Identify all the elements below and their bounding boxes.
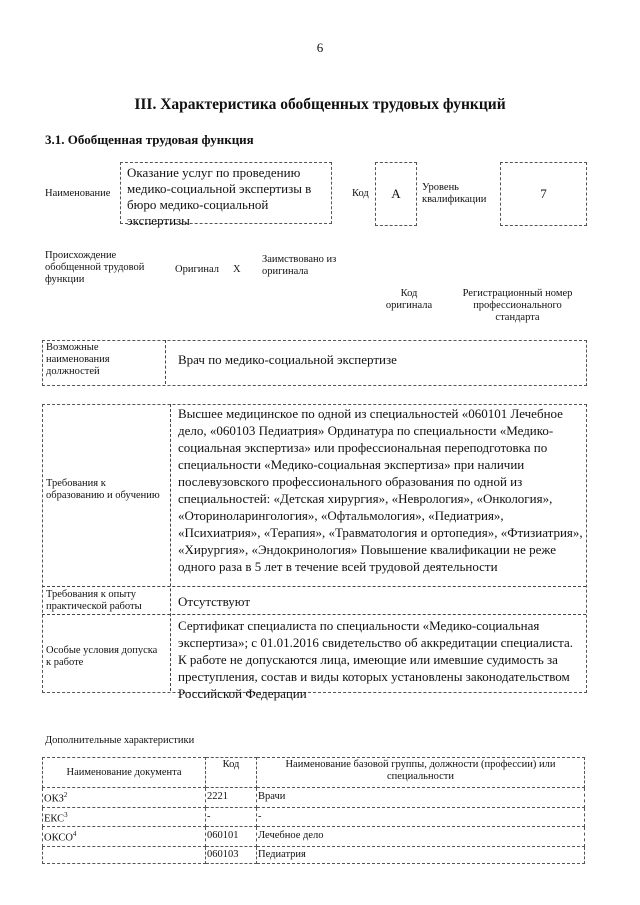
name-cell: Лечебное дело	[257, 827, 585, 847]
positions-label: Возможные наименования должностей	[46, 342, 110, 377]
education-value: Высшее медицинское по одной из специальностей «060101 Лечебное дело, «060103 Педиатрия» Ординатура по специальности «Медико-социальная экспертиза» или профессиональная переподготовка по специальности «Медико-социальная экспертиза» при наличии послевузовского профессионального образования по одной из специальностей: «Детская хирургия», «Неврология», «Онкология», «Оториноларингология», «Офтальмология», «Педиатрия», «Психиатрия», «Терапия», «Травматология и ортопедия», «Фтизиатрия», «Хирургия», «Эндокринология» Повышение квалификации не реже одного раза в 5 лет в течение всей трудовой деятельности	[178, 406, 583, 574]
reg-number-label: Регистрационный номер профессионального стандарта	[462, 288, 573, 323]
name-cell: -	[257, 807, 585, 827]
footnote: 2	[63, 791, 68, 799]
doc-cell: ЕКС	[44, 813, 65, 824]
table-row	[43, 788, 585, 808]
function-name-box	[120, 162, 332, 228]
table-row	[43, 827, 585, 847]
level-label: Уровень квалификации	[422, 182, 487, 205]
table-row	[43, 807, 585, 827]
code-cell: 060101	[206, 827, 257, 847]
special-conditions-label: Особые условия допуска к работе	[46, 645, 158, 668]
header-doc: Наименование документа	[43, 758, 206, 788]
additional-table	[42, 757, 585, 864]
original-label: Оригинал	[175, 264, 219, 275]
special-conditions-value: Сертификат специалиста по специальности «Медико-социальная экспертиза»; с 01.01.2016 свидетельство об аккредитации специалиста. К работе не допускаются лица, имеющие или имевшие судимость за преступления, состав и виды которых установлены законодательством Российской Федерации	[178, 618, 573, 701]
header-name: Наименование базовой группы, должности (профессии) или специальности	[257, 758, 585, 788]
original-code-label: Код оригинала	[385, 288, 433, 311]
education-label: Требования к образованию и обучению	[46, 478, 160, 501]
code-cell: 2221	[206, 788, 257, 808]
header-code: Код	[206, 758, 257, 788]
doc-cell: ОКЗ	[44, 793, 64, 805]
additional-title: Дополнительные характеристики	[45, 735, 195, 746]
code-cell: 060103	[206, 846, 257, 863]
origin-label: Происхождение обобщенной трудовой функции	[45, 250, 145, 285]
name-cell: Педиатрия	[257, 846, 585, 863]
table-header-row	[43, 758, 585, 788]
footnote: 4	[72, 830, 77, 838]
code-box	[375, 162, 417, 226]
table-row	[43, 846, 585, 863]
doc-cell: ОКСО	[44, 832, 73, 844]
name-label: Наименование	[45, 188, 111, 199]
positions-value: Врач по медико-социальной экспертизе	[178, 352, 397, 367]
level-box	[500, 162, 587, 226]
footnote: 3	[64, 810, 68, 819]
section-title: III. Характеристика обобщенных трудовых функций	[134, 96, 506, 113]
code-value: А	[391, 186, 401, 201]
original-mark: X	[233, 264, 241, 275]
subsection-title: 3.1. Обобщенная трудовая функция	[45, 132, 254, 147]
experience-label: Требования к опыту практической работы	[46, 589, 142, 612]
borrowed-label: Заимствовано из оригинала	[262, 254, 337, 277]
code-cell: -	[206, 807, 257, 827]
code-label: Код	[352, 188, 369, 199]
experience-value: Отсутствуют	[178, 594, 251, 609]
level-value: 7	[540, 186, 547, 201]
page-number: 6	[316, 40, 324, 55]
name-cell: Врачи	[257, 788, 585, 808]
function-name: Оказание услуг по проведению медико-социальной экспертизы в бюро медико-социальной экспертизы	[127, 165, 312, 228]
